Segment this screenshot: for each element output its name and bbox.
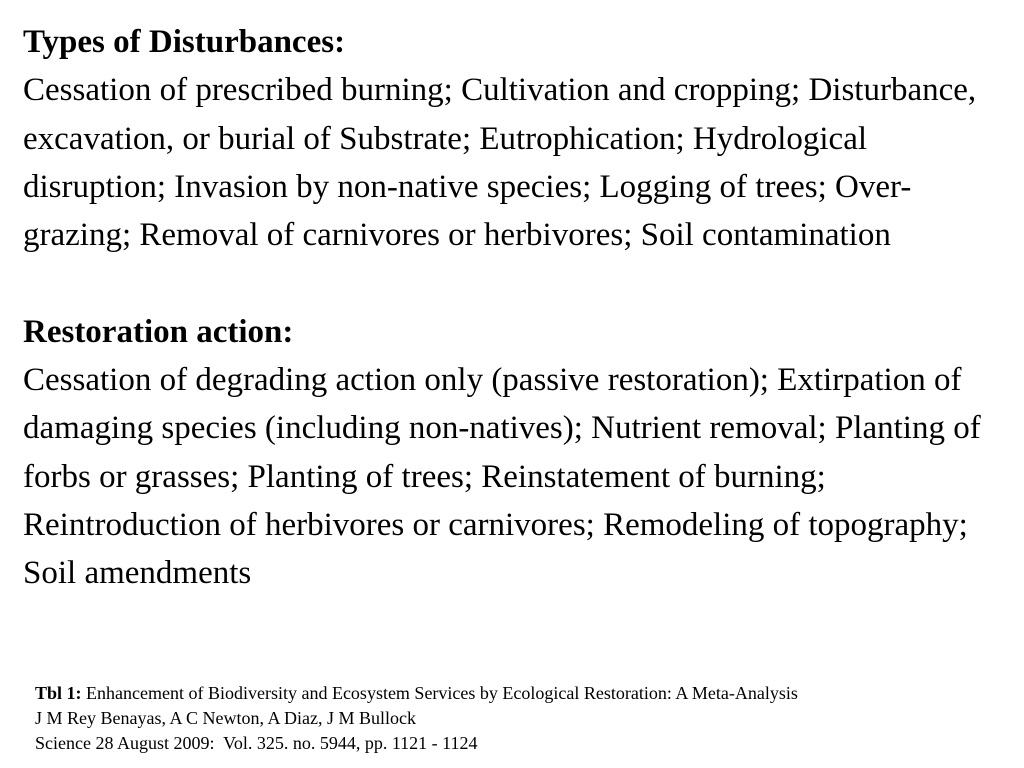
- disturbances-heading: Types of Disturbances:: [23, 24, 346, 60]
- citation-authors: J M Rey Benayas, A C Newton, A Diaz, J M Bullock: [35, 708, 416, 728]
- disturbances-list: Cessation of prescribed burning; Cultivation and cropping; Disturbance, excavation, or burial of Substrate; Eutrophication; Hydrological disruption; Invasion by non-native species; Logging of trees; Over-grazing; Removal of carnivores or herbivores; Soil contamination: [23, 72, 977, 254]
- citation-title: Enhancement of Biodiversity and Ecosystem Services by Ecological Restoration: A Meta-Analysis: [86, 683, 798, 703]
- citation-source: Science 28 August 2009: Vol. 325. no. 5944, pp. 1121 - 1124: [35, 733, 478, 753]
- citation-title-line: [35, 681, 1020, 706]
- restoration-heading: Restoration action:: [23, 313, 294, 350]
- citation: [35, 681, 1020, 756]
- citation-label: Tbl 1:: [35, 683, 82, 703]
- slide-body: [23, 18, 1013, 598]
- section-spacer: [23, 259, 1013, 307]
- restoration-list: Cessation of degrading action only (passive restoration); Extirpation of damaging species (including non-natives); Nutrient removal; Planting of forbs or grasses; Planting of trees; Reinstatement of burning; Reintroduction of herbivores or carnivores; Remodeling of topography; Soil amendments: [23, 362, 981, 592]
